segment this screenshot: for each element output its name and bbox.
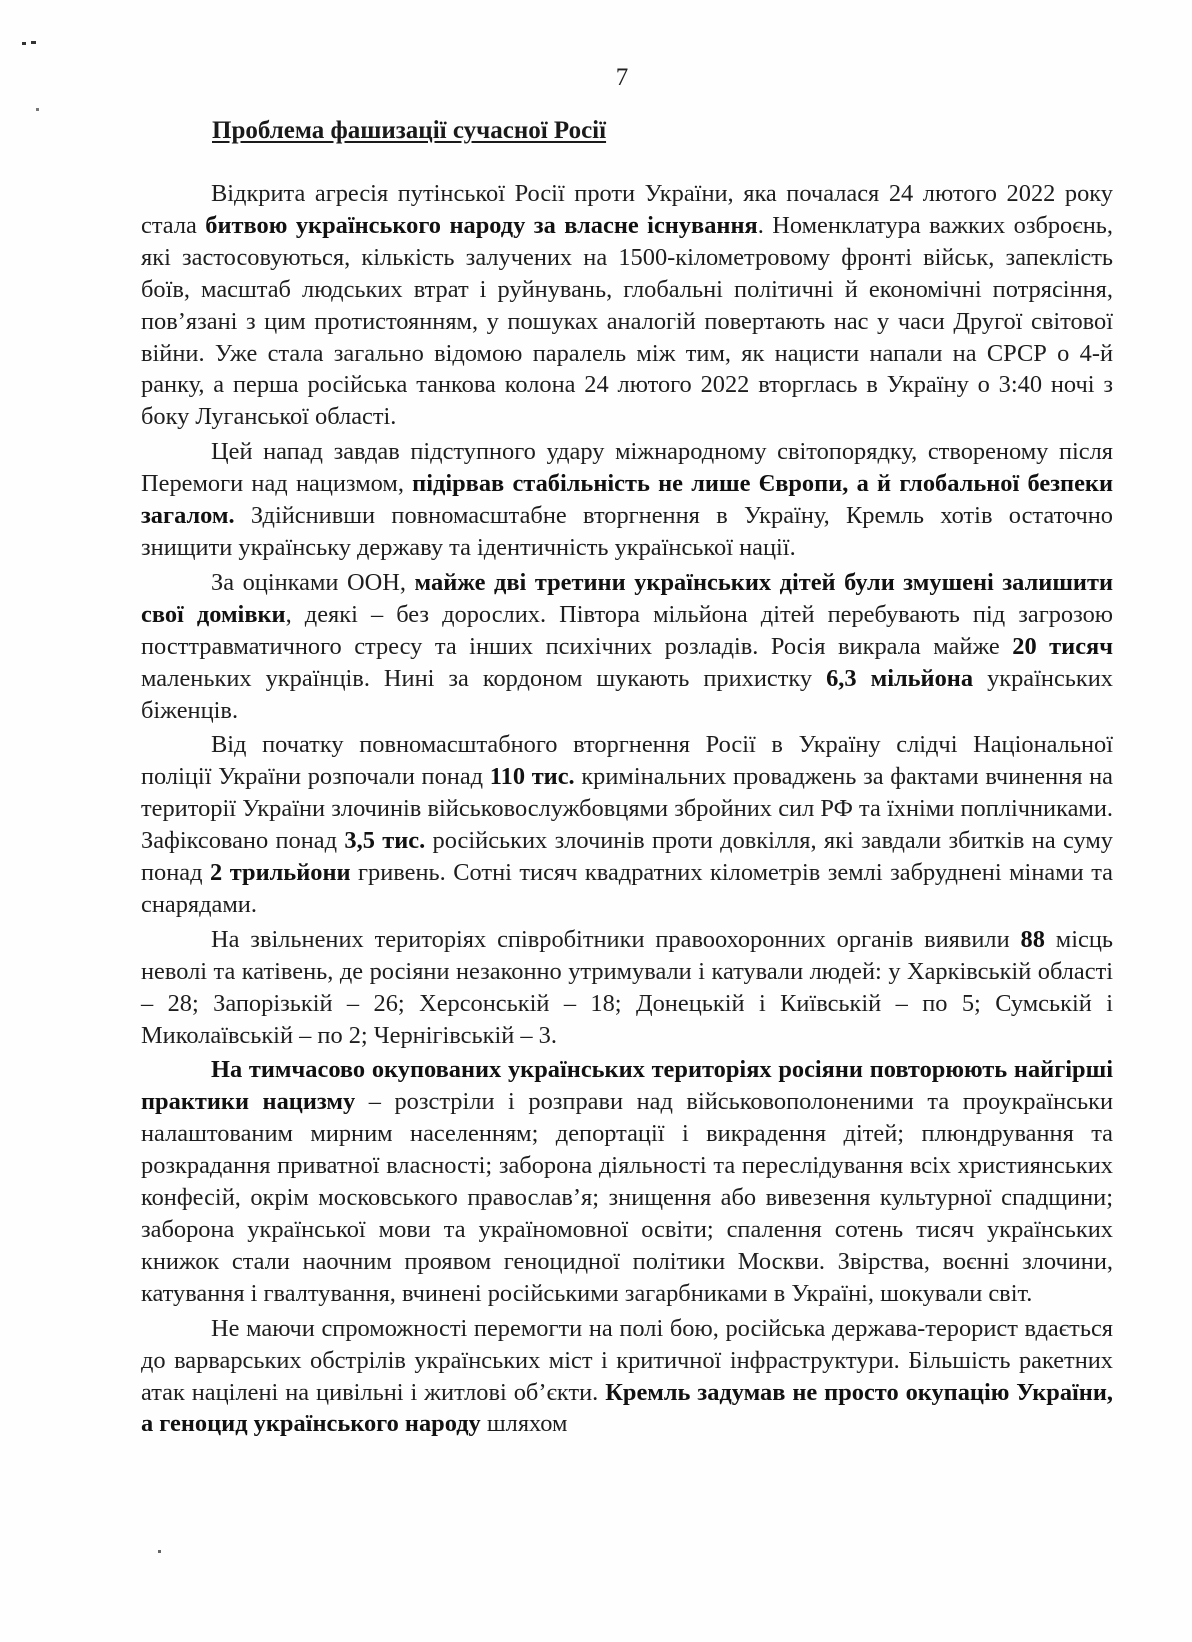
text-run: Цей напад завдав підступного удару міжнародному світопорядку, створеному після Перемоги над нацизмом,	[141, 438, 1113, 498]
bold-text: підірвав стабільність не лише Європи, а й глобальної безпеки загалом.	[141, 470, 1114, 530]
bold-text: 88	[1020, 925, 1045, 953]
document-body	[141, 178, 1113, 1440]
page-number: 7	[615, 64, 629, 91]
text-run: кримінальних проваджень за фактами вчинення на території України злочинів військовослужбовцями збройних сил РФ та їхніми поплічниками. Зафіксовано понад	[141, 763, 1113, 855]
bold-text: 20 тисяч	[1012, 632, 1113, 660]
bold-text: 2 трильйони	[210, 859, 351, 887]
bold-text: Кремль задумав не просто окупацію України, а геноцид українського народу	[141, 1378, 1113, 1438]
text-run: – розстріли і розправи над військовополоненими та проукраїнськи налаштованим мирним населенням; депортації і викрадення дітей; плюндрування та розкрадання приватної власності; заборона діяльності та переслідування всіх християнських конфесій, окрім московського православ’я; знищення або вивезення культурної спадщини; заборона української мови та україномовної освіти; спалення сотень тисяч українських книжок стали наочним проявом геноцидної політики Москви. Звірства, воєнні злочини, катування і гвалтування, вчинені російськими загарбниками в Україні, шокували світ.	[141, 1088, 1113, 1307]
bold-text: 6,3 мільйона	[826, 664, 974, 692]
bold-text: На тимчасово окупованих українських територіях росіяни повторюють найгірші практики нацизму	[141, 1056, 1113, 1116]
paragraph	[141, 436, 1113, 564]
paragraph	[141, 178, 1113, 433]
text-run: російських злочинів проти довкілля, які завдали збитків на суму понад	[141, 827, 1114, 887]
paragraph	[141, 1054, 1113, 1309]
text-run: гривень. Сотні тисяч квадратних кілометрів землі забруднені мінами та снарядами.	[141, 859, 1113, 918]
paragraph	[141, 924, 1113, 1052]
text-run: Відкрита агресія путінської Росії проти України, яка почалася 24 лютого 2022 року стала	[141, 180, 1113, 239]
scan-speck	[31, 41, 36, 44]
page-title: Проблема фашизації сучасної Росії	[212, 117, 607, 144]
text-run: маленьких українців. Нині за кордоном шукають прихистку	[141, 664, 827, 692]
text-run: Від початку повномасштабного вторгнення Росії в Україну слідчі Національної поліції України розпочали понад	[141, 731, 1113, 791]
text-run: . Номенклатура важких озброєнь, які застосовуються, кількість залучених на 1500-кілометровому фронті військ, запеклість боїв, масштаб людських втрат і руйнувань, глобальні політичні й економічні потрясіння, пов’язані з цим протистоянням, у пошуках аналогій повертають нас у часи Другої світової війни. Уже стала загально відомою паралель між тим, як нацисти напали на СРСР о 4-й ранку, а перша російська танкова колона 24 лютого 2022 вторглась в Україну о 3:40 ночі з боку Луганської області.	[141, 211, 1113, 431]
scan-speck	[158, 1550, 161, 1553]
bold-text: майже дві третини українських дітей були змушені залишити свої домівки	[141, 568, 1114, 628]
paragraph	[141, 729, 1113, 920]
text-run: Здійснивши повномасштабне вторгнення в Україну, Кремль хотів остаточно знищити українську державу та ідентичність української нації.	[141, 502, 1113, 561]
bold-text: битвою українського народу за власне існування	[205, 211, 758, 239]
text-run: українських біженців.	[141, 664, 1114, 724]
text-run: На звільнених територіях співробітники правоохоронних органів виявили	[211, 925, 1021, 953]
scan-speck	[36, 108, 39, 111]
text-run: місць неволі та катівень, де росіяни незаконно утримували і катували людей: у Харківській області – 28; Запорізькій – 26; Херсонській – 18; Донецькій і Київській – по 5; Сумській і Миколаївській – по 2; Чернігівській – 3.	[141, 925, 1114, 1049]
paragraph	[141, 1313, 1113, 1441]
text-run: За оцінками ООН,	[211, 568, 415, 596]
text-run: Не маючи спроможності перемогти на полі бою, російська держава-терорист вдається до варварських обстрілів українських міст і критичної інфраструктури. Більшість ракетних атак націлені на цивільні і житлові об’єкти.	[141, 1314, 1113, 1406]
bold-text: 3,5 тис.	[344, 827, 426, 855]
bold-text: 110 тис.	[489, 763, 575, 791]
scan-speck	[22, 42, 26, 45]
text-run: , деякі – без дорослих. Півтора мільйона дітей перебувають під загрозою посттравматичного стресу та інших психічних розладів. Росія викрала майже	[141, 600, 1114, 660]
paragraph	[141, 567, 1113, 727]
text-run: шляхом	[480, 1410, 568, 1438]
